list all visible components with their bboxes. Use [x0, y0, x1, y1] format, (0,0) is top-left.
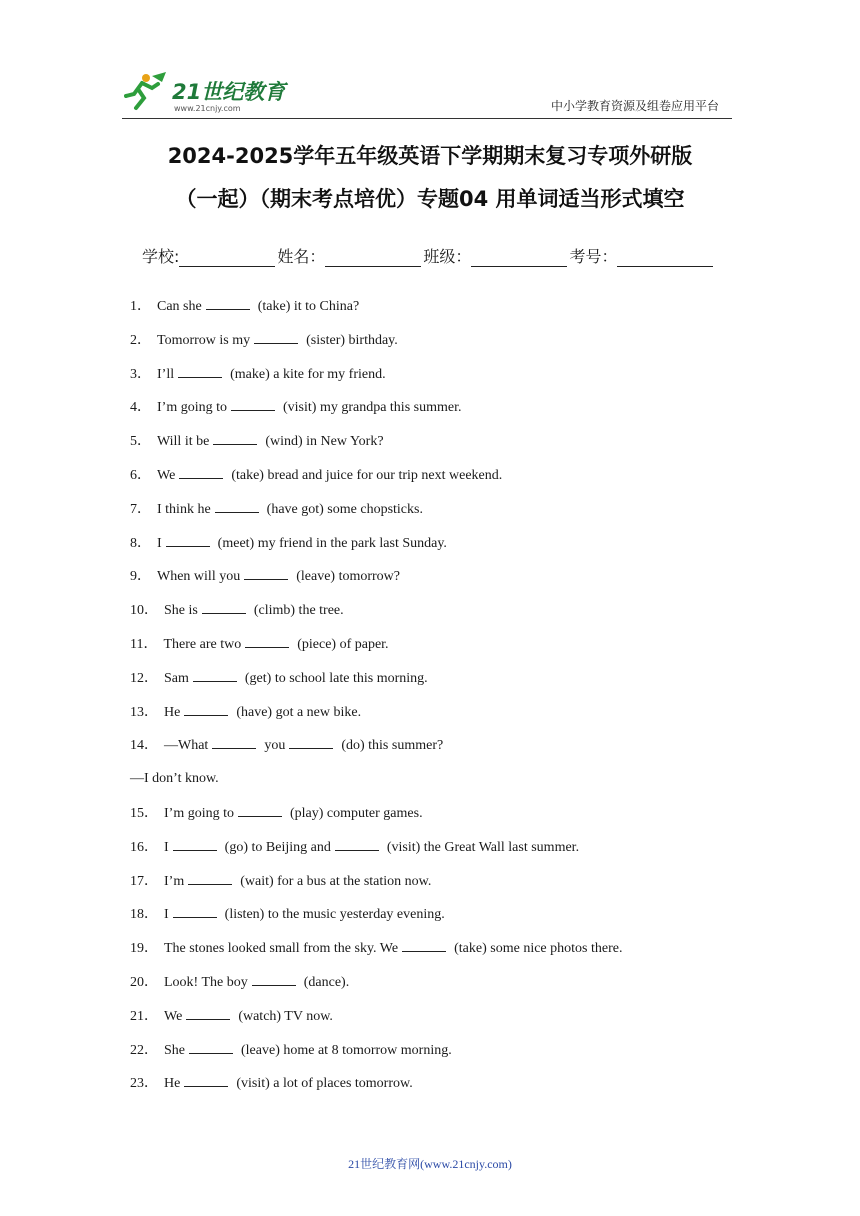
question-text-start: There are two: [163, 637, 242, 652]
runner-logo-icon: [122, 70, 292, 114]
answer-blank[interactable]: [173, 838, 217, 851]
question-number: 16．: [130, 839, 158, 855]
question-item: [130, 669, 428, 688]
question-number: 6．: [130, 468, 151, 483]
question-text-end: (listen) to the music yesterday evening.: [224, 907, 445, 923]
name-blank[interactable]: [325, 250, 421, 267]
question-item: [130, 297, 359, 316]
question-text-start: I: [164, 839, 169, 855]
question-text-end: (have got) some chopsticks.: [266, 501, 423, 517]
question-text-start: Look! The boy: [164, 975, 248, 990]
question-text-middle: you: [264, 738, 286, 754]
answer-blank[interactable]: [178, 365, 222, 378]
question-text-start: I think he: [157, 501, 211, 517]
logo-url: www.21cnjy.com: [174, 104, 241, 113]
answer-blank[interactable]: [244, 567, 288, 580]
header-divider: [122, 118, 732, 119]
question-number: 7．: [130, 501, 151, 517]
question-number: 18．: [130, 907, 158, 923]
question-text-end: (leave) tomorrow?: [296, 569, 401, 585]
answer-blank[interactable]: [212, 736, 256, 749]
answer-blank[interactable]: [402, 939, 446, 952]
question-number: 12．: [130, 670, 158, 686]
question-item: [130, 466, 502, 485]
question-text-start: I: [157, 535, 162, 551]
question-text-start: I’m going to: [164, 806, 234, 821]
answer-blank[interactable]: [188, 872, 232, 885]
name-label: 姓名：: [277, 247, 326, 266]
answer-blank[interactable]: [166, 534, 210, 547]
question-number: 3．: [130, 366, 151, 382]
answer-blank[interactable]: [231, 398, 275, 411]
question-item: [130, 534, 447, 553]
question-text-start: Sam: [164, 670, 189, 686]
school-blank[interactable]: [179, 250, 275, 267]
question-text-end: (piece) of paper.: [297, 637, 389, 652]
question-text-start: She is: [164, 603, 198, 619]
answer-blank[interactable]: [184, 703, 228, 716]
class-blank[interactable]: [471, 250, 567, 267]
question-item: [130, 1074, 413, 1093]
question-item: [130, 872, 431, 891]
question-text-end: (have) got a new bike.: [236, 704, 362, 720]
platform-label: 中小学教育资源及组卷应用平台: [551, 99, 720, 113]
page-title-line1: 2024-2025学年五年级英语下学期期末复习专项外研版: [167, 144, 693, 168]
question-text-end: (play) computer games.: [290, 806, 423, 821]
answer-blank[interactable]: [206, 297, 250, 310]
answer-blank-2[interactable]: [335, 838, 379, 851]
answer-blank[interactable]: [245, 635, 289, 648]
question-item: [130, 567, 400, 586]
question-item: [130, 1041, 452, 1060]
question-number: 1．: [130, 299, 151, 314]
question-text-end: (dance).: [303, 975, 350, 990]
question-number: 4．: [130, 400, 151, 416]
question-number: 15．: [130, 806, 158, 821]
question-text-end: (take) bread and juice for our trip next weekend.: [231, 468, 503, 483]
answer-blank-2[interactable]: [289, 736, 333, 749]
question-item: [130, 331, 398, 350]
question-text-middle: (go) to Beijing and: [224, 839, 331, 855]
number-blank[interactable]: [617, 250, 713, 267]
question-text-end: (meet) my friend in the park last Sunday.: [217, 535, 447, 551]
page-title-line2: （一起）（期末考点培优）专题04 用单词适当形式填空: [175, 187, 685, 211]
question-text-end: (take) some nice photos there.: [454, 941, 623, 957]
question-text-start: When will you: [157, 569, 241, 585]
answer-blank[interactable]: [173, 905, 217, 918]
answer-blank[interactable]: [254, 331, 298, 344]
question-number: 2．: [130, 332, 151, 348]
question-item: [130, 1007, 333, 1026]
question-item: [130, 432, 384, 451]
question-text-start: We: [164, 1008, 183, 1024]
logo: [122, 70, 292, 114]
question-text-start: —I don’t know.: [130, 771, 219, 787]
question-text-start: I’m going to: [157, 400, 227, 416]
question-item: [130, 635, 389, 654]
school-label: 学校:: [142, 247, 180, 266]
answer-blank[interactable]: [238, 804, 282, 817]
question-text-end: (leave) home at 8 tomorrow morning.: [241, 1042, 452, 1058]
question-number: 8．: [130, 535, 151, 551]
answer-blank[interactable]: [193, 669, 237, 682]
question-item: [130, 703, 361, 722]
question-item: [130, 905, 445, 924]
question-text-start: Tomorrow is my: [157, 332, 251, 348]
question-item: [130, 973, 349, 992]
answer-blank[interactable]: [186, 1007, 230, 1020]
question-text-start: I’m: [164, 873, 185, 889]
question-text-start: I: [164, 907, 169, 923]
question-text-end: (visit) the Great Wall last summer.: [386, 839, 580, 855]
question-item: [130, 804, 423, 823]
question-text-end: (watch) TV now.: [238, 1008, 333, 1024]
answer-blank[interactable]: [179, 466, 223, 479]
question-number: 10．: [130, 603, 158, 619]
question-number: 5．: [130, 434, 151, 450]
question-text-start: The stones looked small from the sky. We: [164, 941, 399, 957]
question-text-end: (climb) the tree.: [253, 603, 344, 619]
question-number: 22．: [130, 1042, 158, 1058]
question-text-end: (wind) in New York?: [265, 434, 384, 450]
answer-blank[interactable]: [202, 601, 246, 614]
question-text-end: (wait) for a bus at the station now.: [240, 873, 432, 889]
question-text-start: —What: [164, 738, 209, 754]
question-text-start: He: [164, 704, 181, 720]
question-text-start: He: [164, 1076, 181, 1092]
question-number: 17．: [130, 873, 158, 889]
footer-credit: 21世纪教育网(www.21cnjy.com): [348, 1157, 512, 1171]
question-number: 23．: [130, 1076, 158, 1092]
question-item: [130, 939, 622, 958]
number-label: 考号：: [569, 247, 618, 266]
question-item: [130, 736, 443, 755]
question-item: [130, 838, 579, 857]
answer-blank[interactable]: [213, 432, 257, 445]
answer-blank[interactable]: [215, 500, 259, 513]
answer-blank[interactable]: [189, 1041, 233, 1054]
question-number: 21．: [130, 1008, 158, 1024]
question-item: [130, 398, 461, 417]
answer-blank[interactable]: [184, 1074, 228, 1087]
question-number: 20．: [130, 975, 158, 990]
question-text-end: (make) a kite for my friend.: [230, 366, 386, 382]
question-text-end: (get) to school late this morning.: [244, 670, 428, 686]
question-item: [130, 365, 386, 384]
class-label: 班级：: [423, 247, 472, 266]
question-item: [130, 601, 344, 620]
question-text-start: Will it be: [157, 434, 210, 450]
question-text-end: (sister) birthday.: [306, 332, 398, 348]
question-text-start: I’ll: [157, 366, 175, 382]
student-info-row: [142, 244, 715, 267]
answer-blank[interactable]: [252, 973, 296, 986]
question-item: [130, 770, 219, 788]
question-number: 9．: [130, 569, 151, 585]
question-item: [130, 500, 423, 519]
question-text-end: (do) this summer?: [341, 738, 444, 754]
question-number: 13．: [130, 704, 158, 720]
question-text-start: Can she: [157, 299, 202, 314]
question-text-end: (visit) my grandpa this summer.: [283, 400, 462, 416]
logo-text: 21世纪教育: [172, 80, 286, 104]
question-number: 19．: [130, 941, 158, 957]
question-text-start: She: [164, 1042, 185, 1058]
question-number: 14．: [130, 738, 158, 754]
question-text-start: We: [157, 468, 176, 483]
question-text-end: (take) it to China?: [257, 299, 360, 314]
question-number: 11．: [130, 637, 158, 652]
question-text-end: (visit) a lot of places tomorrow.: [236, 1076, 413, 1092]
